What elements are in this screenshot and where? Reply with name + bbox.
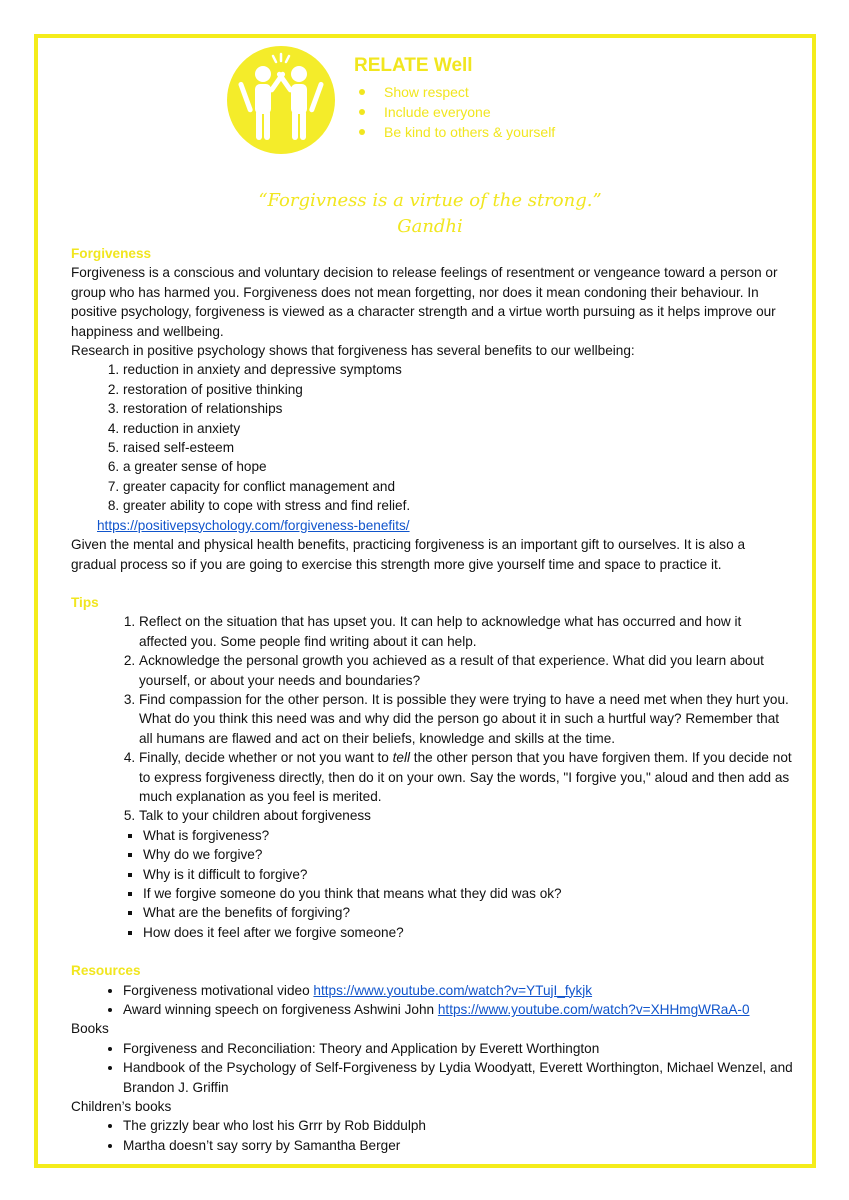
- question-item: ▪ What are the benefits of forgiving?: [143, 903, 793, 922]
- benefit-item: 6. a greater sense of hope: [123, 457, 793, 476]
- video-item: [123, 981, 793, 1000]
- video-link[interactable]: https://www.youtube.com/watch?v=YTujI_fykjk: [313, 982, 593, 998]
- tip-item-text: Finally, decide whether or not you want to: [139, 750, 393, 766]
- tip-item-emphasis: tell: [392, 750, 411, 766]
- benefit-item: 8. greater ability to cope with stress and find relief.: [123, 496, 793, 515]
- relate-bullet: Be kind to others & yourself: [354, 122, 555, 142]
- benefit-item: 4. reduction in anxiety: [123, 419, 793, 438]
- main-content: [71, 244, 793, 1155]
- question-item: ▪ How does it feel after we forgive someone?: [143, 923, 793, 942]
- book-item: • Forgiveness and Reconciliation: Theory and Application by Everett Worthington: [123, 1039, 793, 1058]
- question-item: ▪ Why is it difficult to forgive?: [143, 865, 793, 884]
- relate-well-panel: [354, 54, 555, 142]
- benefit-item: 2. restoration of positive thinking: [123, 380, 793, 399]
- benefits-list: [71, 360, 793, 515]
- tip-item: [139, 748, 793, 806]
- quote-block: [230, 188, 630, 240]
- children-book-item: • The grizzly bear who lost his Grrr by Rob Biddulph: [123, 1116, 793, 1135]
- high-five-logo-icon: [227, 46, 335, 154]
- benefits-link[interactable]: https://positivepsychology.com/forgiveness-benefits/: [97, 517, 410, 533]
- book-item: • Handbook of the Psychology of Self-Forgiveness by Lydia Woodyatt, Everett Worthington, Michael Wenzel, and Brandon J. Griffin: [123, 1058, 793, 1097]
- tips-list: [71, 612, 793, 825]
- video-label: Forgiveness motivational video: [123, 982, 314, 998]
- benefit-item: 7. greater capacity for conflict management and: [123, 477, 793, 496]
- relate-bullet: Include everyone: [354, 102, 555, 122]
- question-item: ▪ If we forgive someone do you think that means what they did was ok?: [143, 884, 793, 903]
- relate-well-title: RELATE Well: [354, 55, 473, 76]
- resources-heading: Resources: [71, 963, 141, 979]
- books-heading: Books: [71, 1021, 109, 1037]
- research-text: Research in positive psychology shows that forgiveness has several benefits to our wellbeing:: [71, 343, 635, 359]
- tip-item: 2. Acknowledge the personal growth you achieved as a result of that experience. What did you learn about yourself, or about your needs and boundaries?: [139, 651, 793, 690]
- quote-author: Gandhi: [397, 216, 463, 237]
- tip-item-text: the other person that you have forgiven them. If you decide not to express forgiveness directly, then do it on your own. Say the words, "I forgive you," aloud and then add as much explanation as you feel is merited.: [139, 750, 792, 804]
- children-book-item: • Martha doesn’t say sorry by Samantha Berger: [123, 1136, 793, 1155]
- benefit-item: 5. raised self-esteem: [123, 438, 793, 457]
- tips-heading: Tips: [71, 594, 99, 610]
- relate-well-list: [354, 82, 555, 142]
- video-label: Award winning speech on forgiveness Ashwini John: [123, 1002, 438, 1018]
- videos-list: [71, 981, 793, 1020]
- tip-item: 3. Find compassion for the other person. It is possible they were trying to have a need met when they hurt you. What do you think this need was and why did the person go about it in such a hurtful way? Remember that all humans are flawed and act on their beliefs, knowledge and skills at the time.: [139, 690, 793, 748]
- benefit-item: 1. reduction in anxiety and depressive symptoms: [123, 360, 793, 379]
- benefit-item: 3. restoration of relationships: [123, 399, 793, 418]
- relate-bullet: Show respect: [354, 82, 555, 102]
- tip-item: 5. Talk to your children about forgiveness: [139, 806, 793, 825]
- questions-list: [71, 826, 793, 942]
- tip-item: 1. Reflect on the situation that has upset you. It can help to acknowledge what has occurred and how it affected you. Some people find writing about it can help.: [139, 612, 793, 651]
- forgiveness-heading: Forgiveness: [71, 246, 152, 261]
- children-books-heading: Children’s books: [71, 1099, 172, 1115]
- video-link[interactable]: https://www.youtube.com/watch?v=XHHmgWRaA-0: [437, 1002, 750, 1018]
- children-books-list: [71, 1116, 793, 1155]
- books-list: [71, 1039, 793, 1097]
- quote-text: “Forgivness is a virtue of the strong.”: [258, 190, 602, 211]
- question-item: ▪ What is forgiveness?: [143, 826, 793, 845]
- question-item: ▪ Why do we forgive?: [143, 845, 793, 864]
- forgiveness-conclusion: Given the mental and physical health benefits, practicing forgiveness is an important gift to ourselves. It is also a gradual process so if you are going to exercise this strength more give yourself time and space to practice it.: [71, 537, 745, 572]
- forgiveness-intro: Forgiveness is a conscious and voluntary decision to release feelings of resentment or vengeance toward a person or group who has harmed you. Forgiveness does not mean forgetting, nor does it mean condoning their behaviour. In positive psychology, forgiveness is viewed as a character strength and a virtue worth pursuing as it helps improve our happiness and wellbeing.: [71, 265, 778, 339]
- video-item: [123, 1000, 793, 1019]
